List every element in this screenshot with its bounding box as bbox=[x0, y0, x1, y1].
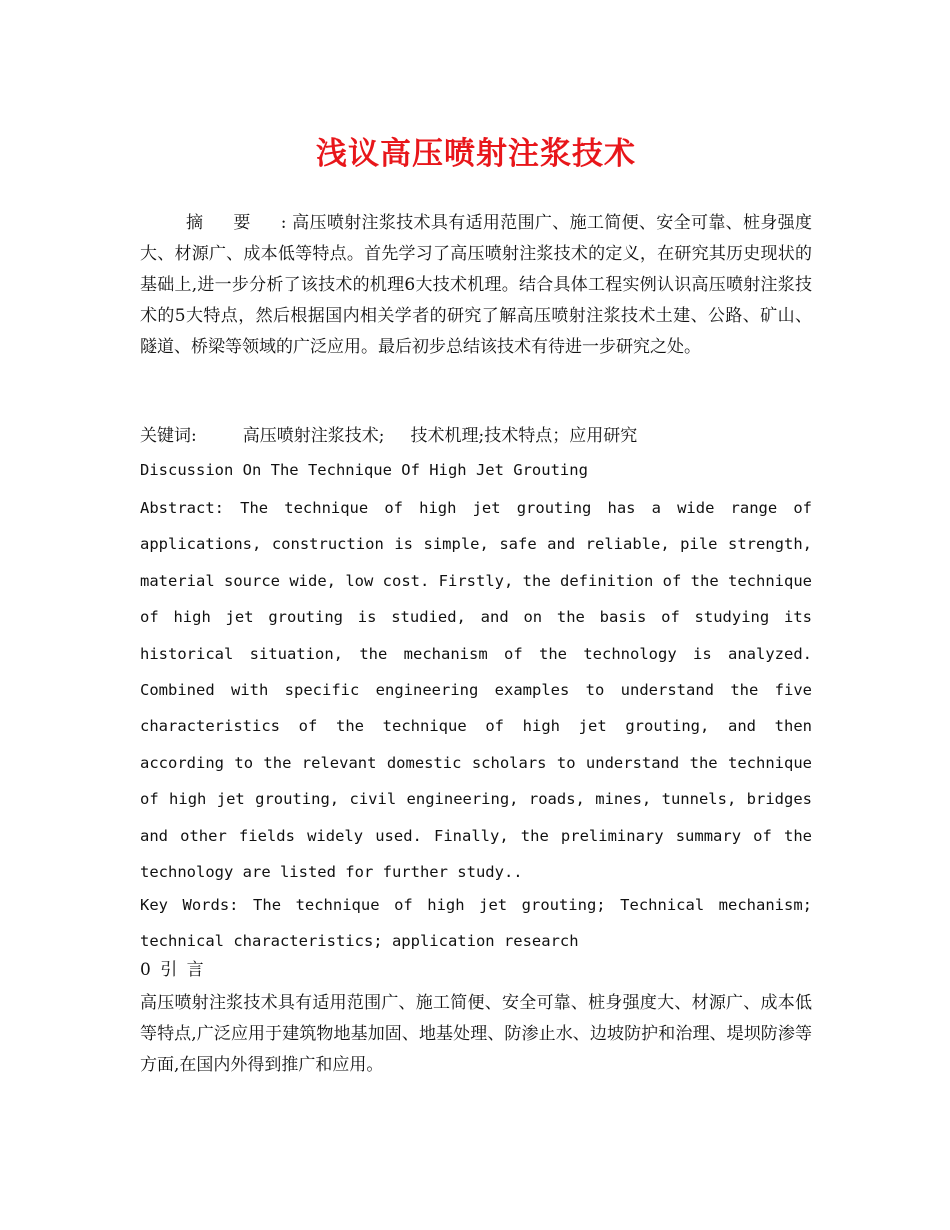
chinese-keyword-primary: 高压喷射注浆技术; bbox=[242, 426, 385, 446]
chinese-keywords bbox=[140, 424, 812, 448]
chinese-keyword-rest: 技术机理;技术特点；应用研究 bbox=[410, 426, 638, 446]
section-heading-introduction: 0 引 言 bbox=[140, 960, 204, 980]
introduction-paragraph: 高压喷射注浆技术具有适用范围广、施工简便、安全可靠、桩身强度大、材源广、成本低等特点,广泛应用于建筑物地基加固、地基处理、防渗止水、边坡防护和治理、堤坝防渗等方面,在国内外得到推广和应用。 bbox=[140, 993, 812, 1075]
english-keywords: Key Words: The technique of high jet grouting; Technical mechanism; technical characteristics; application research bbox=[140, 896, 812, 951]
english-abstract: Abstract: The technique of high jet grouting has a wide range of applications, construction is simple, safe and reliable, pile strength, material source wide, low cost. Firstly, the definition of the technique of high jet grouting is studied, and on the basis of studying its historical situation, the mechanism of the technology is analyzed. Combined with specific engineering examples to understand the five characteristics of the technique of high jet grouting, and then according to the relevant domestic scholars to understand the technique of high jet grouting, civil engineering, roads, mines, tunnels, bridges and other fields widely used. Finally, the preliminary summary of the technology are listed for further study.. bbox=[140, 499, 812, 882]
chinese-abstract-text: 高压喷射注浆技术具有适用范围广、施工简便、安全可靠、桩身强度大、材源广、成本低等特点。首先学习了高压喷射注浆技术的定义，在研究其历史现状的基础上,进一步分析了该技术的机理6大技术机理。结合具体工程实例认识高压喷射注浆技术的5大特点，然后根据国内相关学者的研究了解高压喷射注浆技术土建、公路、矿山、隧道、桥梁等领域的广泛应用。最后初步总结该技术有待进一步研究之处。 bbox=[140, 213, 813, 357]
chinese-keywords-label: 关键词: bbox=[140, 426, 197, 446]
english-title: Discussion On The Technique Of High Jet Grouting bbox=[140, 461, 588, 479]
chinese-abstract-label: 摘要 bbox=[186, 213, 281, 233]
document-title: 浅议高压喷射注浆技术 bbox=[316, 136, 636, 172]
chinese-abstract: 摘要: 高压喷射注浆技术具有适用范围广、施工简便、安全可靠、桩身强度大、材源广、成本低等特点。首先学习了高压喷射注浆技术的定义，在研究其历史现状的基础上,进一步分析了该技术的机理6大技术机理。结合具体工程实例认识高压喷射注浆技术的5大特点，然后根据国内相关学者的研究了解高压喷射注浆技术土建、公路、矿山、隧道、桥梁等领域的广泛应用。最后初步总结该技术有待进一步研究之处。 bbox=[140, 213, 813, 357]
